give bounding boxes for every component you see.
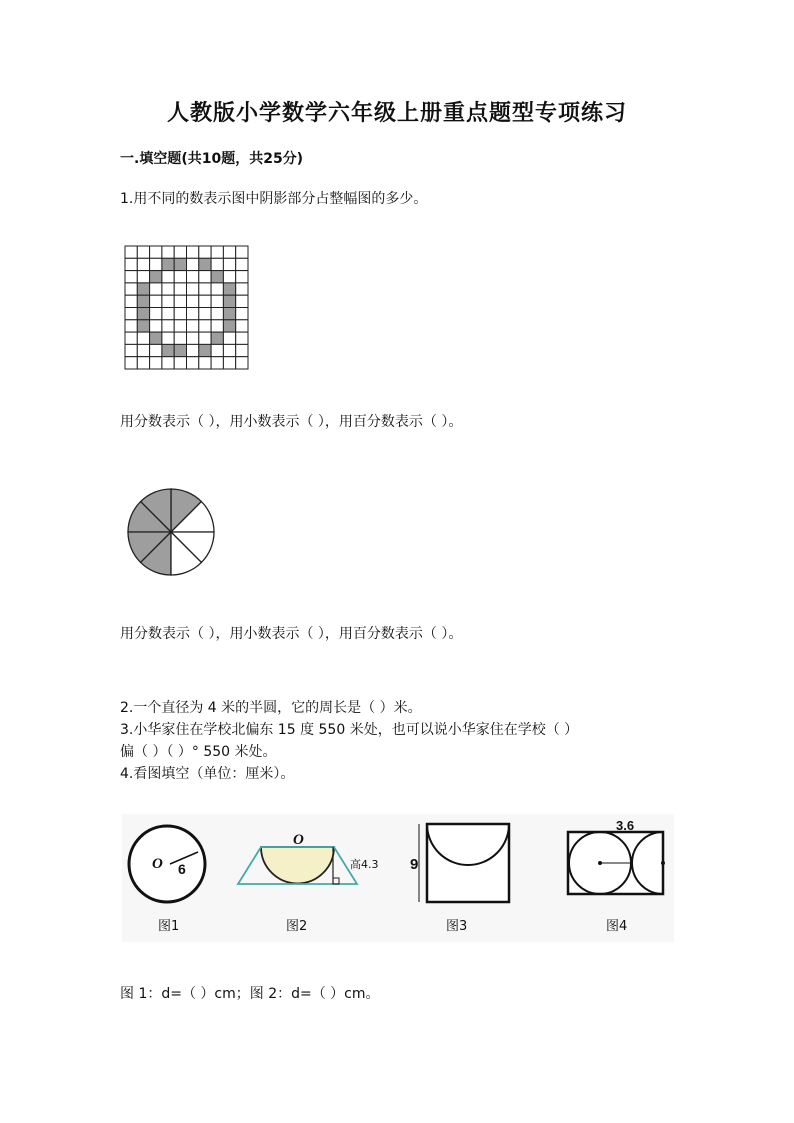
grid-cell [150,246,162,258]
grid-cell-shaded [174,258,186,270]
grid-cell [162,283,174,295]
grid-cell-shaded [211,332,223,344]
grid-cell-shaded [211,271,223,283]
grid-cell [187,357,199,369]
grid-cell-shaded [199,258,211,270]
grid-cell [187,344,199,356]
grid-cell [150,308,162,320]
grid-cell [125,295,137,307]
grid-cell [236,246,248,258]
grid-cell [236,320,248,332]
figure-1-caption: 图1 [158,919,180,934]
grid-cell [137,258,149,270]
grid-cell [162,308,174,320]
grid-cell-shaded [223,283,235,295]
grid-cell [199,320,211,332]
grid-cell [187,295,199,307]
grid-cell [187,283,199,295]
grid-cell [236,283,248,295]
grid-cell [125,320,137,332]
grid-cell [211,295,223,307]
grid-cell [162,295,174,307]
grid-cell [187,258,199,270]
grid-cell-shaded [137,295,149,307]
grid-cell [211,258,223,270]
grid-cell-shaded [150,271,162,283]
grid-cell [211,308,223,320]
grid-cell-shaded [174,344,186,356]
grid-cell [187,246,199,258]
grid-cell [199,283,211,295]
grid-cell [174,295,186,307]
grid-cell [162,332,174,344]
grid-cell [174,271,186,283]
grid-cell [125,357,137,369]
grid-cell [223,344,235,356]
question-3-line-2: 偏（ ）（ ）° 550 米处。 [120,744,277,760]
grid-cell [162,357,174,369]
page-title: 人教版小学数学六年级上册重点题型专项练习 [166,100,627,126]
grid-cell [125,271,137,283]
grid-cell-shaded [199,344,211,356]
figure-3-caption: 图3 [446,919,468,934]
grid-cell [223,332,235,344]
grid-cell [137,357,149,369]
figure-2-caption: 图2 [286,919,308,934]
grid-cell [174,357,186,369]
grid-cell [162,320,174,332]
grid-cell [199,271,211,283]
grid-cell [174,308,186,320]
question-4-figures [122,814,674,942]
grid-cell-shaded [137,308,149,320]
grid-cell [211,283,223,295]
grid-cell [162,246,174,258]
grid-cell [236,271,248,283]
figure-1-radius-label: 6 [178,861,186,877]
shaded-circle-figure [125,486,217,578]
grid-cell [223,357,235,369]
grid-cell [125,246,137,258]
grid-cell [199,332,211,344]
grid-cell [211,320,223,332]
question-1-circle-answer-line: 用分数表示（ ），用小数表示（ ），用百分数表示（ ）。 [120,626,463,642]
grid-cell [211,357,223,369]
grid-cell [236,357,248,369]
grid-cell [236,258,248,270]
grid-cell [150,320,162,332]
grid-cell [236,332,248,344]
grid-cell [211,246,223,258]
grid-cell [199,357,211,369]
grid-cell [187,320,199,332]
grid-cell [199,295,211,307]
grid-cell [137,332,149,344]
question-2-text: 2.一个直径为 4 米的半圆，它的周长是（ ）米。 [120,700,422,716]
grid-cell [125,332,137,344]
grid-cell [187,332,199,344]
grid-cell [137,246,149,258]
grid-cell [174,332,186,344]
grid-cell [199,246,211,258]
grid-cell [174,246,186,258]
grid-cell-shaded [162,344,174,356]
grid-cell [187,308,199,320]
grid-cell [236,344,248,356]
grid-cell-shaded [223,308,235,320]
grid-cell [137,344,149,356]
grid-cell [162,271,174,283]
grid-cell-shaded [137,283,149,295]
grid-cell [125,344,137,356]
shaded-grid-figure [124,245,249,365]
grid-cell [223,271,235,283]
question-4-answer-line: 图 1：d=（ ）cm；图 2：d=（ ）cm。 [120,986,380,1002]
grid-cell [125,283,137,295]
grid-cell [223,258,235,270]
grid-cell [125,308,137,320]
grid-cell [137,271,149,283]
figure-2-top-label: O [293,832,304,848]
figure-3-side-label: 9 [410,856,419,873]
grid-cell-shaded [150,332,162,344]
grid-cell [223,246,235,258]
grid-cell-shaded [223,295,235,307]
figure-1-center-label: O [152,856,163,872]
grid-cell [150,295,162,307]
grid-cell-shaded [223,320,235,332]
grid-cell [174,320,186,332]
grid-cell-shaded [162,258,174,270]
grid-cell [199,308,211,320]
grid-cell-shaded [137,320,149,332]
grid-cell [150,258,162,270]
grid-cell [125,258,137,270]
grid-cell [150,283,162,295]
grid-cell [150,344,162,356]
grid-cell [150,357,162,369]
figure-2-height-label: 高4.3 [350,858,379,871]
grid-cell [211,344,223,356]
figure-4-caption: 图4 [606,919,628,934]
grid-cell [174,283,186,295]
grid-cell [187,271,199,283]
grid-cell [236,308,248,320]
question-3-line-1: 3.小华家住在学校北偏东 15 度 550 米处，也可以说小华家住在学校（ ） [120,722,579,738]
grid-cell [236,295,248,307]
question-4-text: 4.看图填空（单位：厘米）。 [120,766,295,782]
question-1-text: 1.用不同的数表示图中阴影部分占整幅图的多少。 [120,191,428,207]
figure-4-top-label: 3.6 [616,818,635,833]
section-heading: 一.填空题(共10题，共25分) [120,151,304,167]
question-1-grid-answer-line: 用分数表示（ ），用小数表示（ ），用百分数表示（ ）。 [120,414,463,430]
